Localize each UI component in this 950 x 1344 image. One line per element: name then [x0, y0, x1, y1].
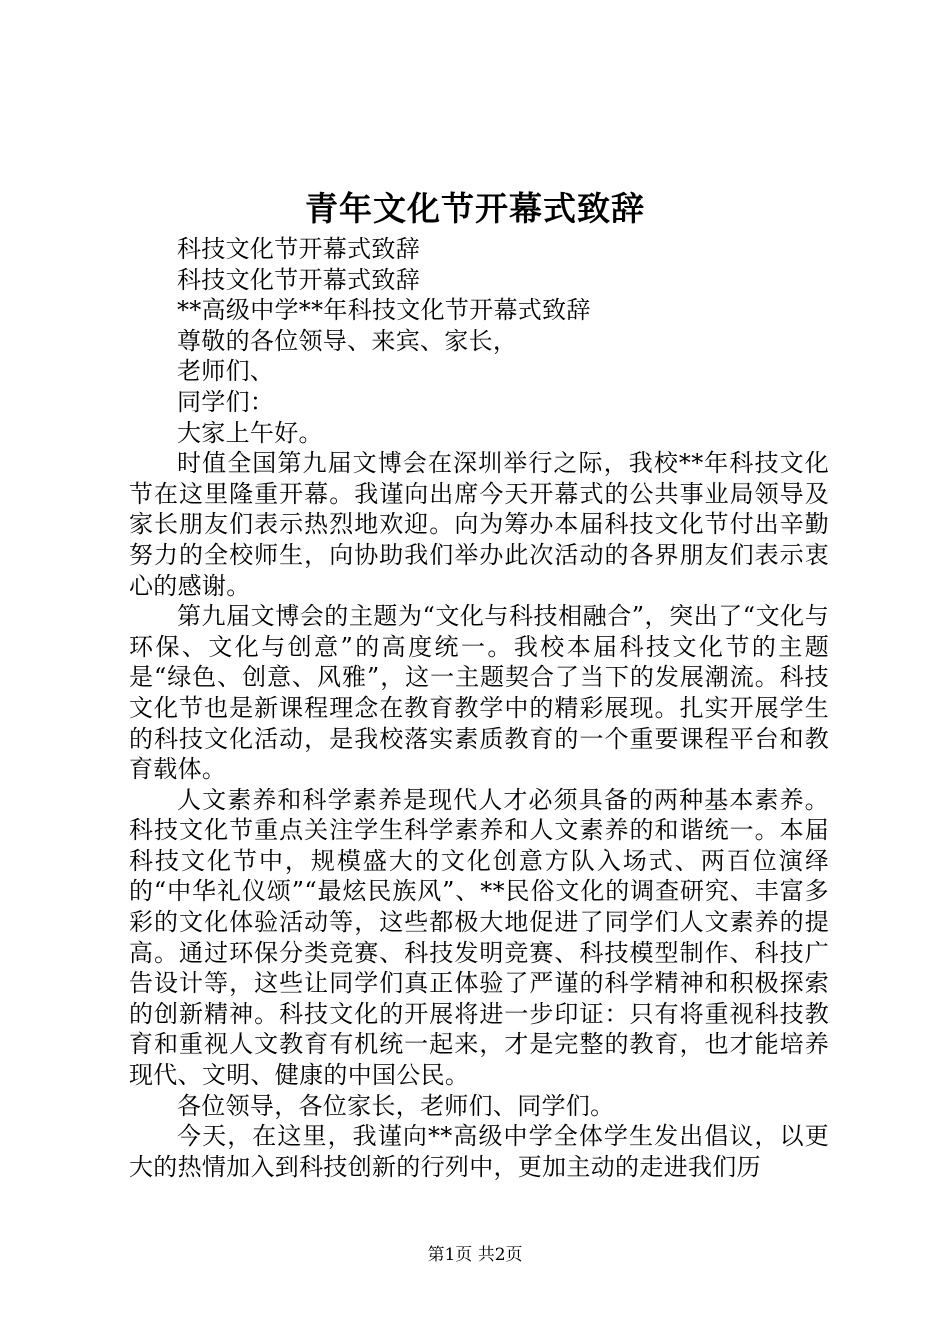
paragraph: 人文素养和科学素养是现代人才必须具备的两种基本素养。科技文化节重点关注学生科学素养和人文素养的和谐统一。本届科技文化节中，规模盛大的文化创意方队入场式、两百位演绎的“中华礼仪颂”“最炫民族风”、**民俗文化的调查研究、丰富多彩的文化体验活动等，这些都极大地促进了同学们人文素养的提高。通过环保分类竞赛、科技发明竞赛、科技模型制作、科技广告设计等，这些让同学们真正体验了严谨的科学精神和积极探索的创新精神。科技文化的开展将进一步印证：只有将重视科技教育和重视人文教育有机统一起来，才是完整的教育，也才能培养现代、文明、健康的中国公民。: [129, 785, 829, 1090]
paragraph: **高级中学**年科技文化节开幕式致辞: [177, 296, 591, 325]
paragraph: 各位领导，各位家长，老师们、同学们。: [177, 1091, 615, 1120]
paragraph: 同学们：: [177, 387, 275, 416]
paragraph: 时值全国第九届文博会在深圳举行之际，我校**年科技文化节在这里隆重开幕。我谨向出席今天开幕式的公共事业局领导及家长朋友们表示热烈地欢迎。向为筹办本届科技文化节付出辛勤努力的全校师生，向协助我们举办此次活动的各界朋友们表示衷心的感谢。: [129, 449, 829, 600]
document-title: 青年文化节开幕式致辞: [305, 189, 645, 228]
paragraph: 今天，在这里，我谨向**高级中学全体学生发出倡议，以更大的热情加入到科技创新的行列中，更加主动的走进我们历: [129, 1122, 829, 1181]
paragraph: 尊敬的各位领导、来宾、家长，: [177, 326, 518, 355]
paragraph: 第九届文博会的主题为“文化与科技相融合”，突出了“文化与环保、文化与创意”的高度统一。我校本届科技文化节的主题是“绿色、创意、风雅”，这一主题契合了当下的发展潮流。科技文化节也是新课程理念在教育教学中的精彩展现。扎实开展学生的科技文化活动，是我校落实素质教育的一个重要课程平台和教育载体。: [129, 602, 829, 784]
page-number-footer: 第1页 共2页: [427, 1245, 523, 1265]
paragraph: 大家上午好。: [177, 418, 323, 447]
paragraph: 老师们、: [177, 357, 275, 386]
paragraph: 科技文化节开幕式致辞: [177, 235, 420, 263]
paragraph: 科技文化节开幕式致辞: [177, 265, 420, 294]
document-body: [129, 234, 829, 1182]
